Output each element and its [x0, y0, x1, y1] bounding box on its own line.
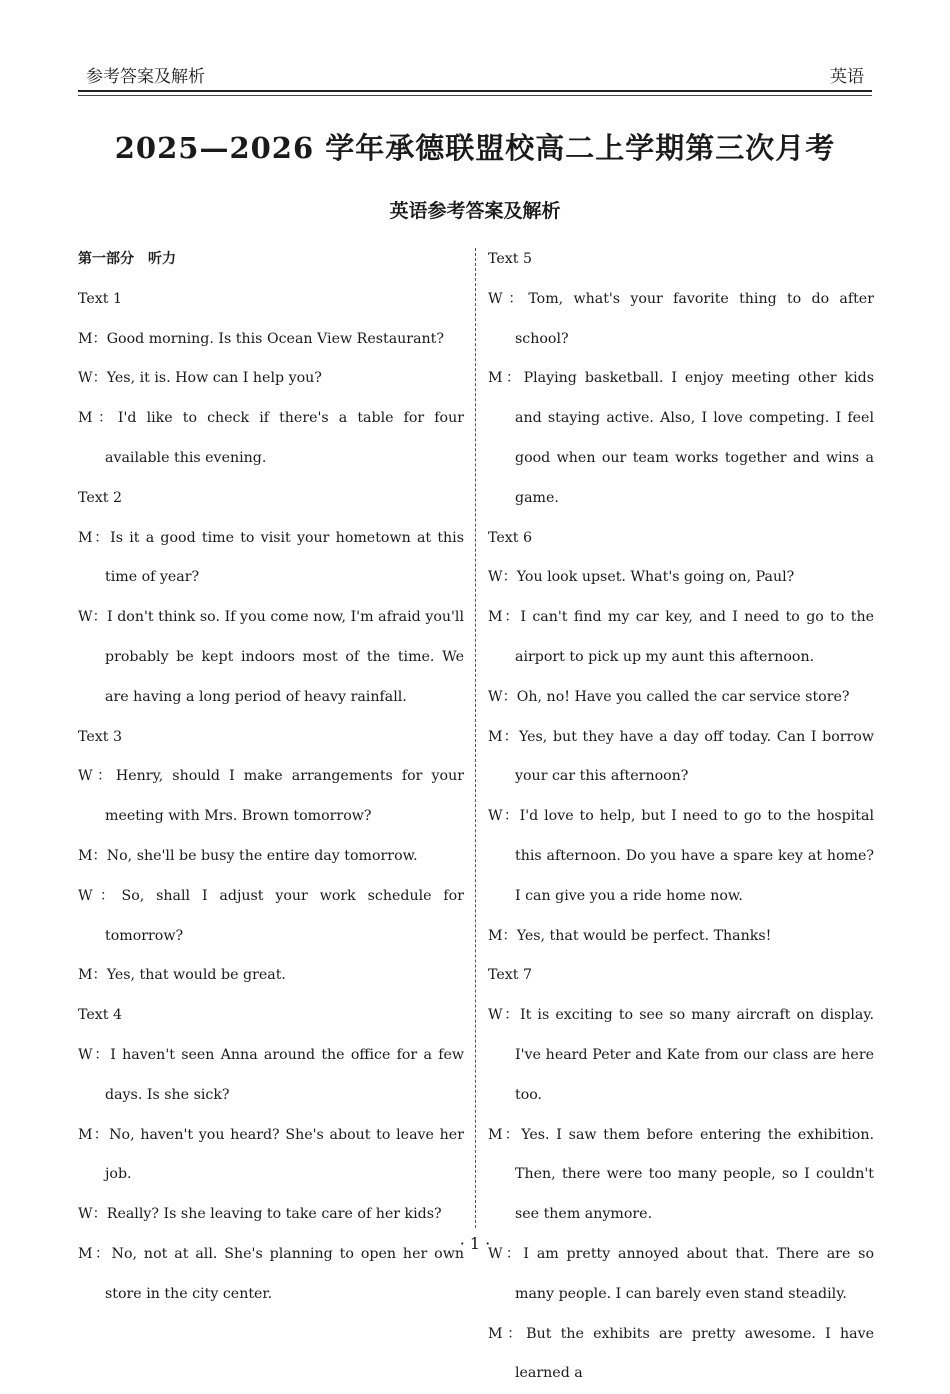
text-label: Text 1 [78, 290, 122, 307]
header-subject: 英语 [830, 67, 864, 87]
dialogue-line: W：I am pretty annoyed about that. There are so many people. I can barely even stand steadily. [488, 1245, 874, 1302]
page-header [78, 58, 872, 90]
dialogue-line: M：Playing basketball. I enjoy meeting other kids and staying active. Also, I love competing. I feel good when our team works together and wins a game. [488, 370, 874, 506]
dialogue-line: M：Good morning. Is this Ocean View Restaurant? [78, 330, 444, 347]
dialogue-line: W：I don't think so. If you come now, I'm afraid you'll probably be kept indoors most of the time. We are having a long period of heavy rainfall. [78, 609, 464, 705]
dialogue-line: M：Is it a good time to visit your hometown at this time of year? [78, 529, 464, 586]
dialogue-line: W：Tom, what's your favorite thing to do after school? [488, 290, 874, 347]
dialogue-line: W：You look upset. What's going on, Paul? [488, 569, 795, 586]
document-title: 2025—2026 学年承德联盟校高二上学期第三次月考 [114, 131, 836, 165]
header-rule-thick [78, 90, 872, 92]
left-column [78, 240, 464, 1315]
dialogue-line: M：Yes. I saw them before entering the exhibition. Then, there were too many people, so I couldn't see them anymore. [488, 1126, 874, 1223]
dialogue-line: W：It is exciting to see so many aircraft on display. I've heard Peter and Kate from our class are here too. [488, 1007, 874, 1103]
dialogue-line: M：But the exhibits are pretty awesome. I have learned a [488, 1325, 874, 1382]
text-label: Text 7 [488, 967, 532, 984]
text-label: Text 3 [78, 728, 122, 745]
header-rule-thin [78, 95, 872, 96]
dialogue-line: W：I'd love to help, but I need to go to the hospital this afternoon. Do you have a spare key at home? I can give you a ride home now. [488, 808, 874, 904]
section-heading: 第一部分 听力 [78, 251, 176, 267]
dialogue-line: W：Yes, it is. How can I help you? [78, 370, 322, 387]
text-label: Text 4 [78, 1007, 122, 1024]
document-subtitle: 英语参考答案及解析 [389, 200, 561, 222]
dialogue-line: W：So, shall I adjust your work schedule for tomorrow? [78, 887, 464, 944]
dialogue-line: W：Oh, no! Have you called the car service store? [488, 688, 850, 705]
dialogue-line: W：I haven't seen Anna around the office for a few days. Is she sick? [78, 1046, 464, 1103]
page-number: · 1 · [459, 1234, 491, 1253]
dialogue-line: M：No, haven't you heard? She's about to leave her job. [78, 1126, 464, 1183]
dialogue-line: W：Really? Is she leaving to take care of her kids? [78, 1206, 442, 1223]
right-column [488, 240, 874, 1394]
dialogue-line: M：I'd like to check if there's a table for four available this evening. [78, 410, 464, 466]
dialogue-line: M：I can't find my car key, and I need to go to the airport to pick up my aunt this afternoon. [488, 609, 874, 665]
dialogue-line: W：Henry, should I make arrangements for your meeting with Mrs. Brown tomorrow? [78, 768, 464, 825]
dialogue-line: M：No, she'll be busy the entire day tomorrow. [78, 847, 418, 864]
column-divider [475, 248, 476, 1228]
dialogue-line: M：Yes, that would be great. [78, 967, 286, 984]
header-left-text: 参考答案及解析 [86, 67, 205, 87]
dialogue-line: M：Yes, that would be perfect. Thanks! [488, 927, 772, 944]
dialogue-line: M：Yes, but they have a day off today. Can I borrow your car this afternoon? [488, 728, 874, 785]
text-label: Text 6 [488, 529, 532, 546]
text-label: Text 2 [78, 489, 122, 506]
dialogue-line: M：No, not at all. She's planning to open her own store in the city center. [78, 1245, 464, 1302]
text-label: Text 5 [488, 251, 532, 267]
